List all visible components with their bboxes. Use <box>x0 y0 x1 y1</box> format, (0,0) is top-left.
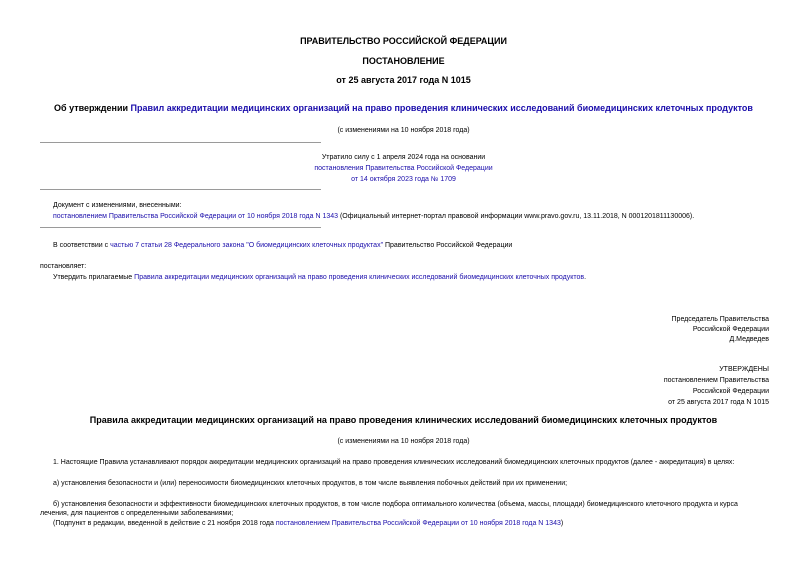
expired-line-2 <box>0 164 807 173</box>
approved-line-1: УТВЕРЖДЕНЫ <box>719 366 769 373</box>
approved-line-2: постановлением Правительства <box>663 377 769 384</box>
document-title <box>0 103 807 114</box>
edit-note-prefix: (Подпункт в редакции, введенной в действие с 21 ноября 2018 года <box>53 520 276 527</box>
amendments-source: (Официальный интернет-портал правовой информации www.pravo.gov.ru, 13.11.2018, N 0001201811130006). <box>338 213 695 220</box>
signature-line-1: Председатель Правительства <box>671 316 769 323</box>
expired-decree-link[interactable]: постановления Правительства Российской Федерации <box>314 165 493 172</box>
approve-paragraph <box>53 273 586 282</box>
header-doc-type: ПОСТАНОВЛЕНИЕ <box>362 56 445 66</box>
edit-note-decree-link[interactable]: постановлением Правительства Российской Федерации от 10 ноября 2018 года N 1343 <box>275 520 561 527</box>
divider <box>40 189 321 190</box>
preamble <box>53 241 512 250</box>
approve-prefix: Утвердить прилагаемые <box>53 274 135 281</box>
title-rules-link[interactable]: Правил аккредитации медицинских организаций на право проведения клинических исследований биомедицинских клеточных продуктов <box>130 103 753 113</box>
divider <box>40 142 321 143</box>
edit-note-suffix: ) <box>560 520 564 527</box>
rules-paragraph-1: 1. Настоящие Правила устанавливают порядок аккредитации медицинских организаций на право проведения клинических исследований биомедицинских клеточных продуктов (далее - аккредитация) в целях: <box>53 459 735 466</box>
rules-revision-note: (с изменениями на 10 ноября 2018 года) <box>337 438 470 445</box>
federal-law-link[interactable]: частью 7 статьи 28 Федерального закона "О биомедицинских клеточных продуктах" <box>110 242 384 249</box>
header-org: ПРАВИТЕЛЬСТВО РОССИЙСКОЙ ФЕДЕРАЦИИ <box>300 36 507 46</box>
amendments-label: Документ с изменениями, внесенными: <box>53 202 182 209</box>
rules-subparagraph-b-line-2: лечения, для пациентов с определенными заболеваниями; <box>40 510 234 517</box>
approved-line-4: от 25 августа 2017 года N 1015 <box>668 399 769 406</box>
signature-name: Д.Медведев <box>729 336 769 343</box>
divider <box>40 227 321 228</box>
amendments-line <box>53 212 694 221</box>
decree-word: постановляет: <box>40 263 87 270</box>
rules-title: Правила аккредитации медицинских организаций на право проведения клинических исследований биомедицинских клеточных продуктов <box>89 415 718 425</box>
header-date-number: от 25 августа 2017 года N 1015 <box>336 75 471 85</box>
approve-suffix: . <box>584 274 587 281</box>
amendment-decree-link[interactable]: постановлением Правительства Российской Федерации от 10 ноября 2018 года N 1343 <box>53 213 339 220</box>
expired-line-1: Утратило силу с 1 апреля 2024 года на основании <box>321 154 486 161</box>
revision-note: (с изменениями на 10 ноября 2018 года) <box>337 127 470 134</box>
rules-edit-note <box>53 519 563 528</box>
expired-line-3 <box>0 175 807 184</box>
preamble-prefix: В соответствии с <box>53 242 111 249</box>
rules-subparagraph-a: а) установления безопасности и (или) переносимости биомедицинских клеточных продуктов, в том числе выявления побочных действий при их применении; <box>53 480 568 487</box>
rules-subparagraph-b-line-1: б) установления безопасности и эффективности биомедицинских клеточных продуктов, в том числе подбора оптимального количества (объема, массы, площади) биомедицинского клеточного продукта и курса <box>53 501 738 508</box>
signature-line-2: Российской Федерации <box>692 326 769 333</box>
preamble-suffix: Правительство Российской Федерации <box>383 242 513 249</box>
expired-decree-date-link[interactable]: от 14 октября 2023 года № 1709 <box>351 176 456 183</box>
approved-rules-link[interactable]: Правила аккредитации медицинских организаций на право проведения клинических исследований биомедицинских клеточных продуктов <box>134 274 585 281</box>
title-prefix: Об утверждении <box>54 103 131 113</box>
approved-line-3: Российской Федерации <box>692 388 769 395</box>
